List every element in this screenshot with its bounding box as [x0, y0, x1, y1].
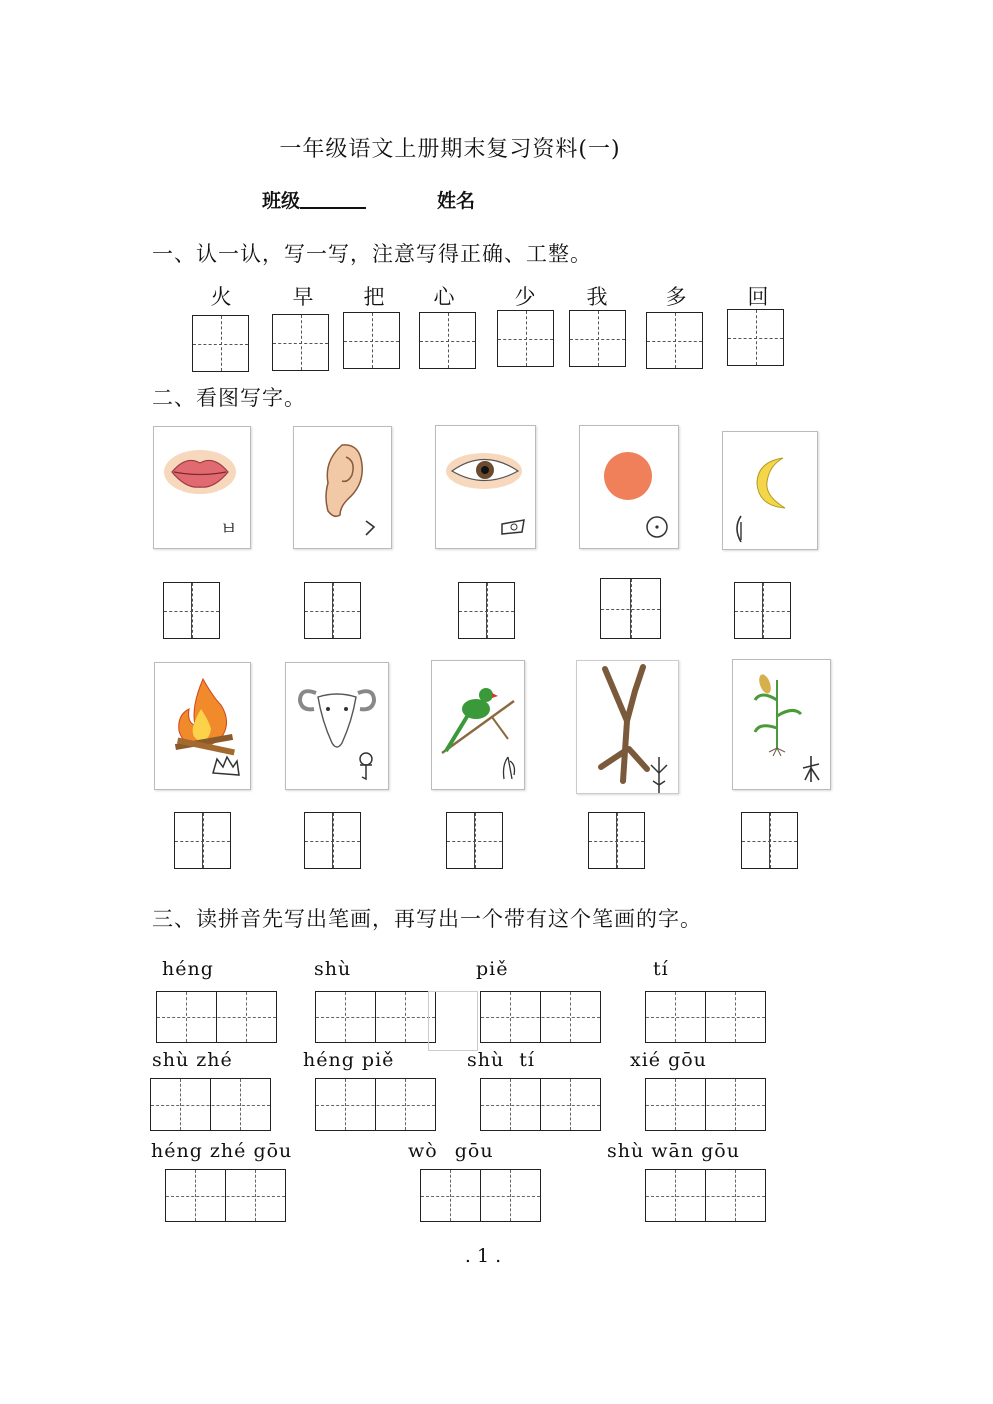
stroke-answer-grid[interactable] — [480, 1078, 601, 1131]
fire-picture — [154, 662, 251, 790]
char-label: 回 — [747, 285, 769, 309]
stroke-answer-grid[interactable] — [420, 1169, 541, 1222]
writing-grid[interactable] — [174, 812, 231, 869]
writing-grid[interactable] — [600, 578, 661, 639]
writing-grid[interactable] — [304, 812, 361, 869]
stroke-answer-grid[interactable] — [645, 1078, 766, 1131]
writing-grid[interactable] — [343, 312, 400, 369]
grain-picture — [732, 659, 831, 790]
stroke-pinyin: tí — [653, 958, 669, 980]
writing-grid[interactable] — [272, 314, 329, 371]
stroke-answer-grid[interactable] — [150, 1078, 271, 1131]
class-blank-line[interactable] — [300, 207, 366, 209]
stroke-pinyin: shù tí — [467, 1049, 535, 1071]
writing-grid[interactable] — [304, 582, 361, 639]
section3-heading: 三、读拼音先写出笔画，再写出一个带有这个笔画的字。 — [152, 907, 702, 931]
stroke-pinyin: wò gōu — [408, 1140, 494, 1162]
bird-picture — [431, 660, 525, 790]
stroke-pinyin: shù zhé — [152, 1049, 233, 1071]
char-label: 我 — [586, 285, 608, 309]
char-label: 少 — [514, 285, 536, 309]
stroke-answer-grid[interactable] — [165, 1169, 286, 1222]
stroke-pinyin: héng piě — [303, 1049, 395, 1071]
section2-heading: 二、看图写字。 — [152, 386, 306, 410]
writing-grid[interactable] — [646, 312, 703, 369]
section1-heading: 一、认一认，写一写，注意写得正确、工整。 — [152, 242, 592, 266]
char-label: 多 — [665, 285, 687, 309]
stroke-pinyin: xié gōu — [630, 1049, 707, 1071]
ear-picture — [293, 426, 392, 549]
stroke-pinyin: héng zhé gōu — [151, 1140, 293, 1162]
name-label: 姓名 — [437, 190, 476, 212]
tree-picture — [576, 660, 679, 794]
page-number: . 1 . — [464, 1245, 502, 1267]
writing-grid[interactable] — [569, 310, 626, 367]
writing-grid[interactable] — [588, 812, 645, 869]
stroke-answer-grid[interactable] — [156, 991, 277, 1043]
svg-text:ㅂ: ㅂ — [220, 519, 238, 540]
char-label: 早 — [292, 285, 314, 309]
stroke-pinyin: shù — [314, 958, 352, 980]
stroke-pinyin: shù wān gōu — [607, 1140, 740, 1162]
faded-grid-ghost — [428, 991, 478, 1051]
stroke-pinyin: héng — [162, 958, 214, 980]
moon-picture — [722, 431, 818, 550]
writing-grid[interactable] — [419, 312, 476, 369]
page-title: 一年级语文上册期末复习资料(一) — [279, 137, 621, 162]
class-label: 班级 — [262, 190, 301, 212]
writing-grid[interactable] — [446, 812, 503, 869]
sheep-picture — [285, 662, 389, 790]
writing-grid[interactable] — [727, 309, 784, 366]
writing-grid[interactable] — [192, 315, 249, 372]
stroke-answer-grid[interactable] — [645, 1169, 766, 1222]
char-label: 把 — [363, 285, 385, 309]
mouth-picture — [153, 426, 251, 549]
eye-picture — [435, 425, 536, 549]
stroke-answer-grid[interactable] — [645, 991, 766, 1043]
char-label: 心 — [433, 285, 455, 309]
writing-grid[interactable] — [497, 310, 554, 367]
writing-grid[interactable] — [734, 582, 791, 639]
char-label: 火 — [210, 285, 232, 309]
writing-grid[interactable] — [741, 812, 798, 869]
stroke-pinyin: piě — [476, 958, 509, 980]
writing-grid[interactable] — [458, 582, 515, 639]
writing-grid[interactable] — [163, 582, 220, 639]
stroke-answer-grid[interactable] — [315, 991, 436, 1043]
stroke-answer-grid[interactable] — [315, 1078, 436, 1131]
sun-picture — [579, 425, 679, 549]
stroke-answer-grid[interactable] — [480, 991, 601, 1043]
